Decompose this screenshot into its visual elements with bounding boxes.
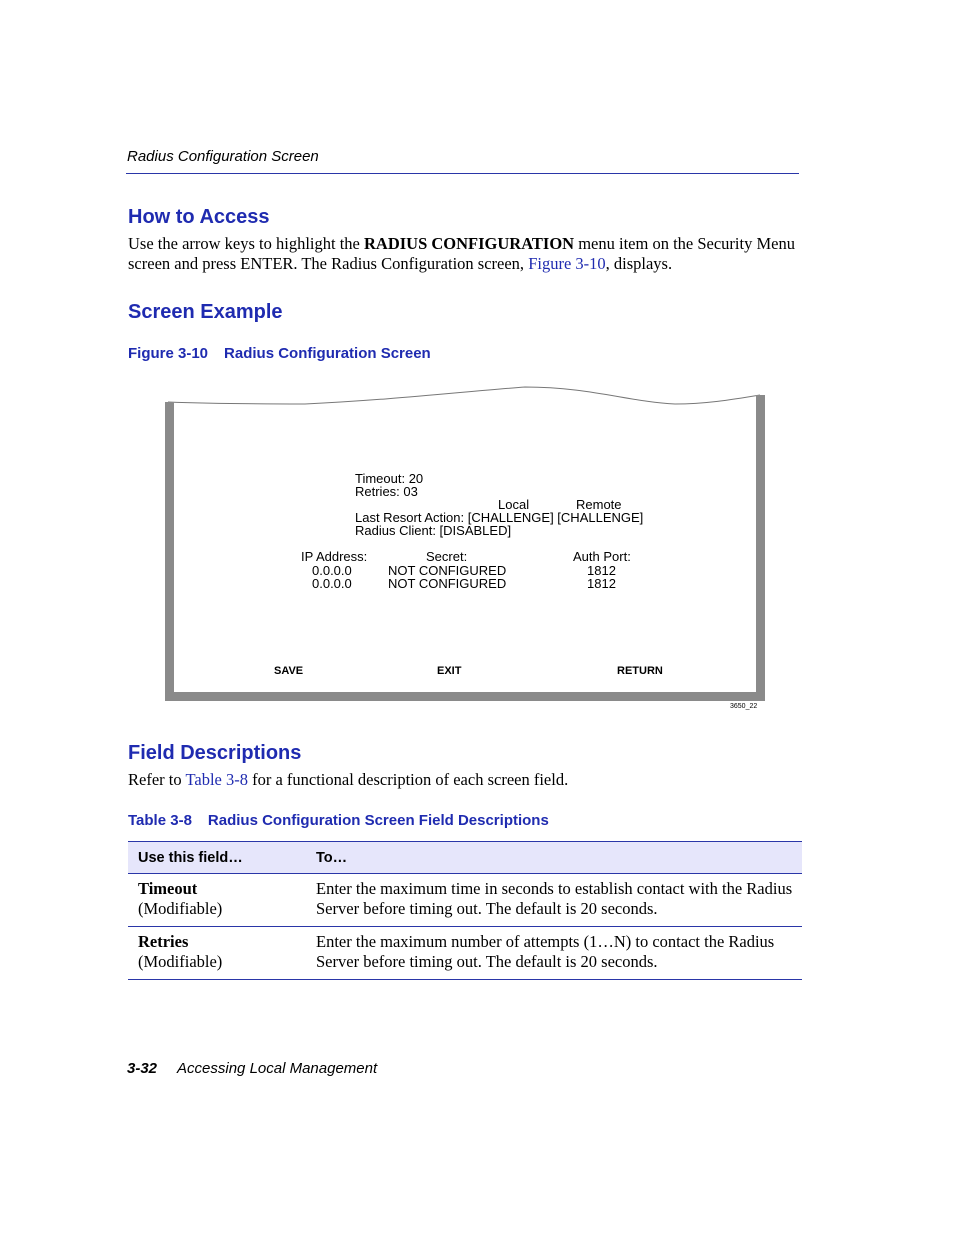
field-cell — [128, 874, 306, 927]
auth-port-header: Auth Port: — [573, 549, 631, 564]
field-note: (Modifiable) — [138, 952, 223, 971]
save-button[interactable]: SAVE — [274, 665, 304, 677]
table-3-8-link[interactable]: Table 3-8 — [185, 770, 248, 789]
table-header-row — [128, 842, 802, 874]
field-descriptions-table — [128, 841, 802, 980]
description-cell: Enter the maximum number of attempts (1…N) to contact the Radius Server before timing out. The default is 20 seconds. — [306, 927, 802, 980]
row-1-secret[interactable]: NOT CONFIGURED — [388, 563, 507, 578]
field-descriptions-text-2: for a functional description of each screen field. — [247, 770, 569, 789]
radius-configuration-bold: RADIUS CONFIGURATION — [364, 234, 575, 253]
field-note: (Modifiable) — [138, 899, 223, 918]
table-caption — [128, 812, 549, 829]
table-title: Radius Configuration Screen Field Descriptions — [207, 812, 549, 829]
figure-title: Radius Configuration Screen — [224, 345, 431, 362]
figure-label: Figure 3-10 — [128, 345, 209, 362]
row-1-ip[interactable]: 0.0.0.0 — [312, 563, 352, 578]
retries-field[interactable]: Retries: 03 — [355, 484, 418, 499]
page-number: 3-32 — [127, 1060, 158, 1077]
page-footer — [127, 1060, 377, 1077]
how-to-access-heading: How to Access — [128, 206, 270, 228]
secret-header: Secret: — [426, 549, 468, 564]
ip-address-header: IP Address: — [301, 549, 368, 564]
field-descriptions-text-1: Refer to — [128, 770, 186, 789]
table-row — [128, 927, 802, 980]
exit-button[interactable]: EXIT — [437, 665, 462, 677]
figure-3-10-link[interactable]: Figure 3-10 — [528, 254, 606, 273]
field-name: Retries — [138, 932, 189, 951]
remote-column-label: Remote — [576, 497, 622, 512]
how-to-access-paragraph — [128, 234, 808, 274]
header-rule — [126, 173, 799, 174]
how-to-access-text-2: menu item on the Security Menu screen and press ENTER. The Radius Configuration screen, — [128, 234, 795, 273]
running-head: Radius Configuration Screen — [127, 148, 319, 165]
field-descriptions-heading: Field Descriptions — [128, 742, 302, 764]
figure-id: 3650_22 — [730, 703, 758, 710]
radius-screen — [174, 405, 756, 693]
header-use-this-field: Use this field… — [128, 842, 306, 874]
row-2-secret[interactable]: NOT CONFIGURED — [388, 576, 507, 591]
table-row — [128, 874, 802, 927]
field-cell — [128, 927, 306, 980]
row-2-ip[interactable]: 0.0.0.0 — [312, 576, 352, 591]
return-button[interactable]: RETURN — [617, 665, 663, 677]
row-2-port[interactable]: 1812 — [587, 576, 616, 591]
how-to-access-text-3: , displays. — [605, 254, 673, 273]
description-cell: Enter the maximum time in seconds to establish contact with the Radius Server before timing out. The default is 20 seconds. — [306, 874, 802, 927]
local-column-label: Local — [498, 497, 530, 512]
screen-example-heading: Screen Example — [128, 301, 283, 323]
table-label: Table 3-8 — [128, 812, 192, 829]
field-name: Timeout — [138, 879, 198, 898]
figure-caption — [128, 345, 431, 362]
row-1-port[interactable]: 1812 — [587, 563, 616, 578]
field-descriptions-paragraph — [128, 770, 808, 790]
radius-client-field[interactable]: Radius Client: [DISABLED] — [355, 523, 512, 538]
chapter-title: Accessing Local Management — [177, 1060, 378, 1077]
header-to: To… — [306, 842, 802, 874]
timeout-field[interactable]: Timeout: 20 — [355, 471, 424, 486]
how-to-access-text-1: Use the arrow keys to highlight the — [128, 234, 364, 253]
last-resort-action-field[interactable]: Last Resort Action: [CHALLENGE] [CHALLENGE] — [355, 510, 644, 525]
